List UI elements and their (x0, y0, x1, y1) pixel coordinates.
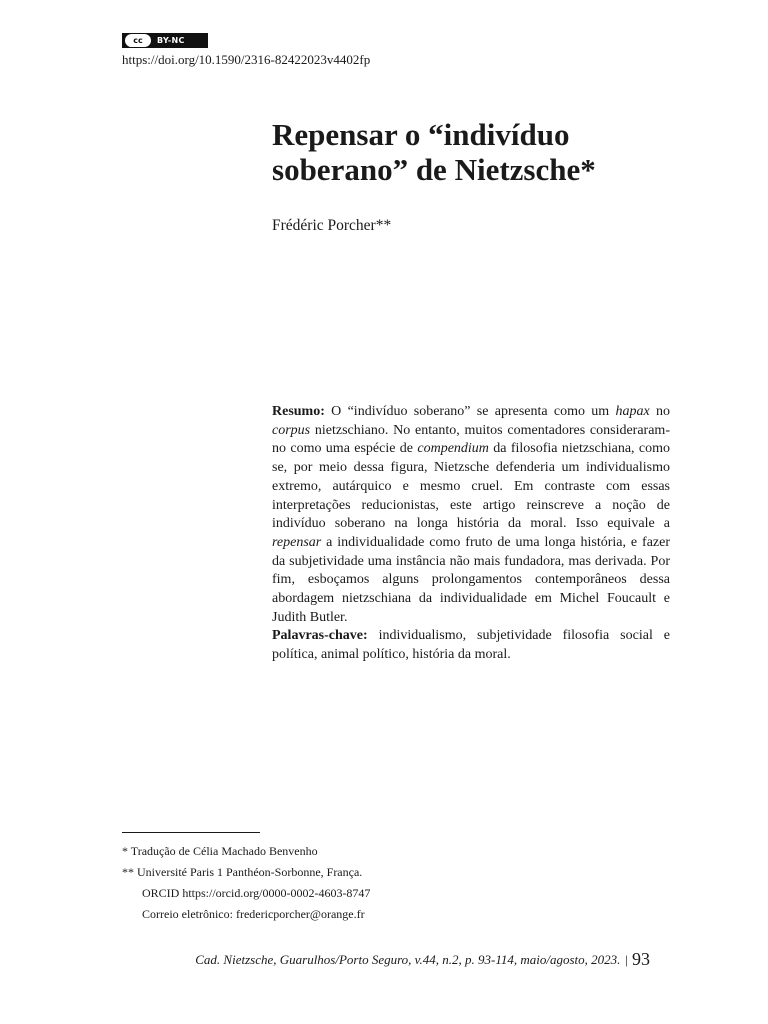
license-label: BY-NC (157, 36, 185, 45)
footnote-orcid: ORCID https://orcid.org/0000-0002-4603-8747 (142, 886, 371, 900)
abstract-text: nietzschiano. No entanto, muitos comentadores consideraram-no como uma espécie de (272, 422, 670, 457)
abstract-text: a individualidade como fruto de uma longa história, e fazer da subjetividade uma instância não mais fundadora, mas derivada. Por fim, esboçamos alguns prolongamentos contemporâneos dessa abordagem nietzschiana da individualidade em Michel Foucault e Judith Butler. (272, 534, 670, 625)
journal-citation (195, 949, 650, 970)
abstract-paragraph (272, 403, 670, 627)
article-title (272, 117, 692, 187)
footnotes (122, 841, 370, 925)
title-line-1: Repensar o “indivíduo (272, 117, 570, 152)
citation-separator: | (625, 951, 628, 967)
abstract-text: no (649, 404, 670, 419)
cc-license-badge (122, 33, 208, 48)
abstract-text: O “indivíduo soberano” se apresenta como um (324, 404, 616, 419)
keywords-heading: Palavras-chave: (272, 628, 368, 644)
author-name: Frédéric Porcher** (272, 217, 392, 234)
footnote-email: Correio eletrônico: fredericporcher@orange.fr (142, 907, 365, 921)
abstract-term-hapax: hapax (615, 404, 650, 419)
abstract-term-compendium: compendium (417, 441, 489, 457)
doi-link[interactable]: https://doi.org/10.1590/2316-82422023v4402fp (122, 52, 371, 67)
keywords-paragraph (272, 627, 670, 664)
footnote-affiliation: ** Université Paris 1 Panthéon-Sorbonne, França. (122, 865, 363, 879)
footnote-translation: * Tradução de Célia Machado Benvenho (122, 844, 318, 858)
citation-text: Cad. Nietzsche, Guarulhos/Porto Seguro, v.44, n.2, p. 93-114, maio/agosto, 2023. (195, 951, 621, 967)
abstract-heading: Resumo: (272, 404, 325, 419)
footnote-divider (122, 832, 260, 833)
keywords-text: individualismo, subjetividade filosofia social e política, animal político, história da moral. (272, 628, 670, 663)
creative-commons-icon: cc (125, 34, 151, 47)
page-number: 93 (632, 949, 650, 969)
title-line-2: soberano” de Nietzsche* (272, 152, 596, 187)
abstract-text: da filosofia nietzschiana, como se, por meio dessa figura, Nietzsche defenderia um individualismo extremo, autárquico e mesmo cruel. Em contraste com essas interpretações reducionistas, este artigo reinscreve a noção de indivíduo soberano na longa história da moral. Isso equivale a (272, 441, 670, 532)
abstract-term-corpus: corpus (272, 422, 311, 438)
abstract-block (272, 403, 670, 665)
abstract-term-repensar: repensar (272, 534, 322, 550)
